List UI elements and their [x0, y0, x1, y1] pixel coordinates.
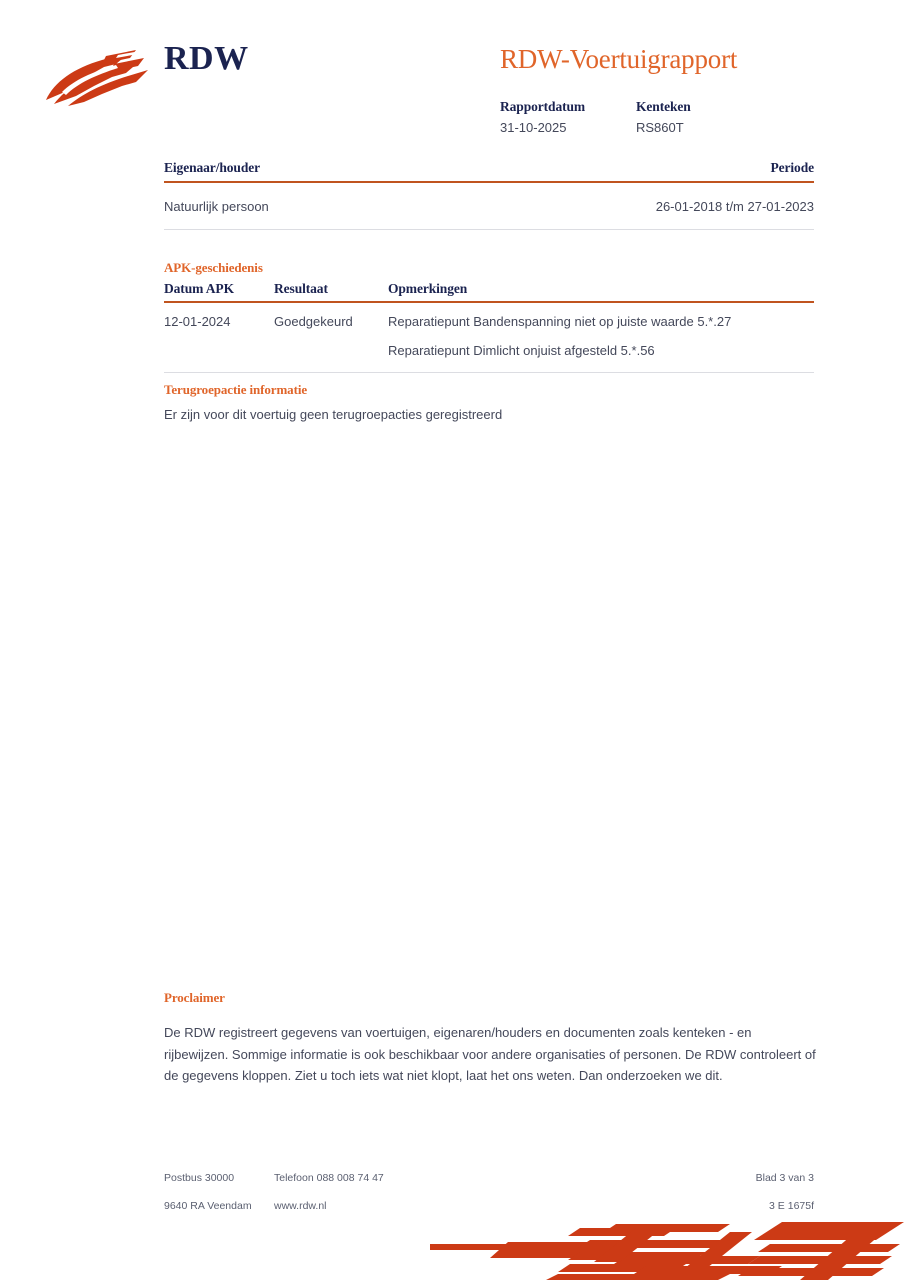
apk-table-bottom-rule	[164, 372, 814, 373]
recall-text: Er zijn voor dit voertuig geen terugroepacties geregistreerd	[164, 407, 503, 422]
column-header-result: Resultaat	[274, 281, 328, 296]
brand-name: RDW	[164, 40, 249, 77]
owner-section	[164, 160, 814, 230]
report-date-label: Rapportdatum	[500, 99, 586, 114]
apk-history-section	[164, 260, 814, 373]
page-title: RDW-Voertuigrapport	[500, 44, 738, 74]
period-heading: Periode	[770, 160, 814, 175]
owner-period: 26-01-2018 t/m 27-01-2023	[655, 198, 814, 214]
report-date-value: 31-10-2025	[500, 120, 567, 135]
owner-heading: Eigenaar/houder	[164, 160, 261, 175]
footer-phone: Telefoon 088 008 74 47	[274, 1172, 384, 1184]
footer-address-line2: 9640 RA Veendam	[164, 1200, 252, 1212]
apk-result: Goedgekeurd	[274, 313, 353, 329]
disclaimer-section	[164, 990, 816, 1087]
rdw-feather-logo-icon	[44, 48, 164, 110]
recall-heading: Terugroepactie informatie	[164, 382, 307, 397]
apk-remark: Reparatiepunt Dimlicht onjuist afgesteld 5.*.56	[388, 342, 655, 358]
footer-doc-code: 3 E 1675f	[769, 1200, 814, 1212]
apk-remark: Reparatiepunt Bandenspanning niet op juiste waarde 5.*.27	[388, 313, 732, 329]
owner-type: Natuurlijk persoon	[164, 198, 269, 214]
owner-row-separator	[164, 229, 814, 230]
apk-table-header	[164, 281, 814, 301]
disclaimer-heading: Proclaimer	[164, 990, 225, 1005]
license-plate-label: Kenteken	[636, 99, 691, 114]
column-header-date: Datum APK	[164, 281, 234, 296]
page-footer	[164, 1172, 814, 1228]
column-header-remarks: Opmerkingen	[388, 281, 468, 296]
speed-stripes-graphic	[430, 1222, 904, 1280]
apk-heading: APK-geschiedenis	[164, 260, 263, 275]
license-plate-value: RS860T	[636, 120, 684, 135]
footer-address-line1: Postbus 30000	[164, 1172, 235, 1184]
report-meta	[500, 98, 820, 137]
disclaimer-text: De RDW registreert gegevens van voertuigen, eigenaren/houders en documenten zoals kenteken - en rijbewijzen. Sommige informatie is ook beschikbaar voor andere organisaties of personen. De RDW controleert of de gegevens kloppen. Ziet u toch iets wat niet klopt, laat het ons weten. Dan onderzoeken we dit.	[164, 1025, 816, 1083]
table-row	[164, 303, 814, 361]
recall-section	[164, 382, 814, 425]
footer-website[interactable]: www.rdw.nl	[274, 1200, 327, 1212]
owner-row	[164, 183, 814, 229]
footer-page-number: Blad 3 van 3	[755, 1172, 814, 1184]
apk-date: 12-01-2024	[164, 313, 231, 329]
